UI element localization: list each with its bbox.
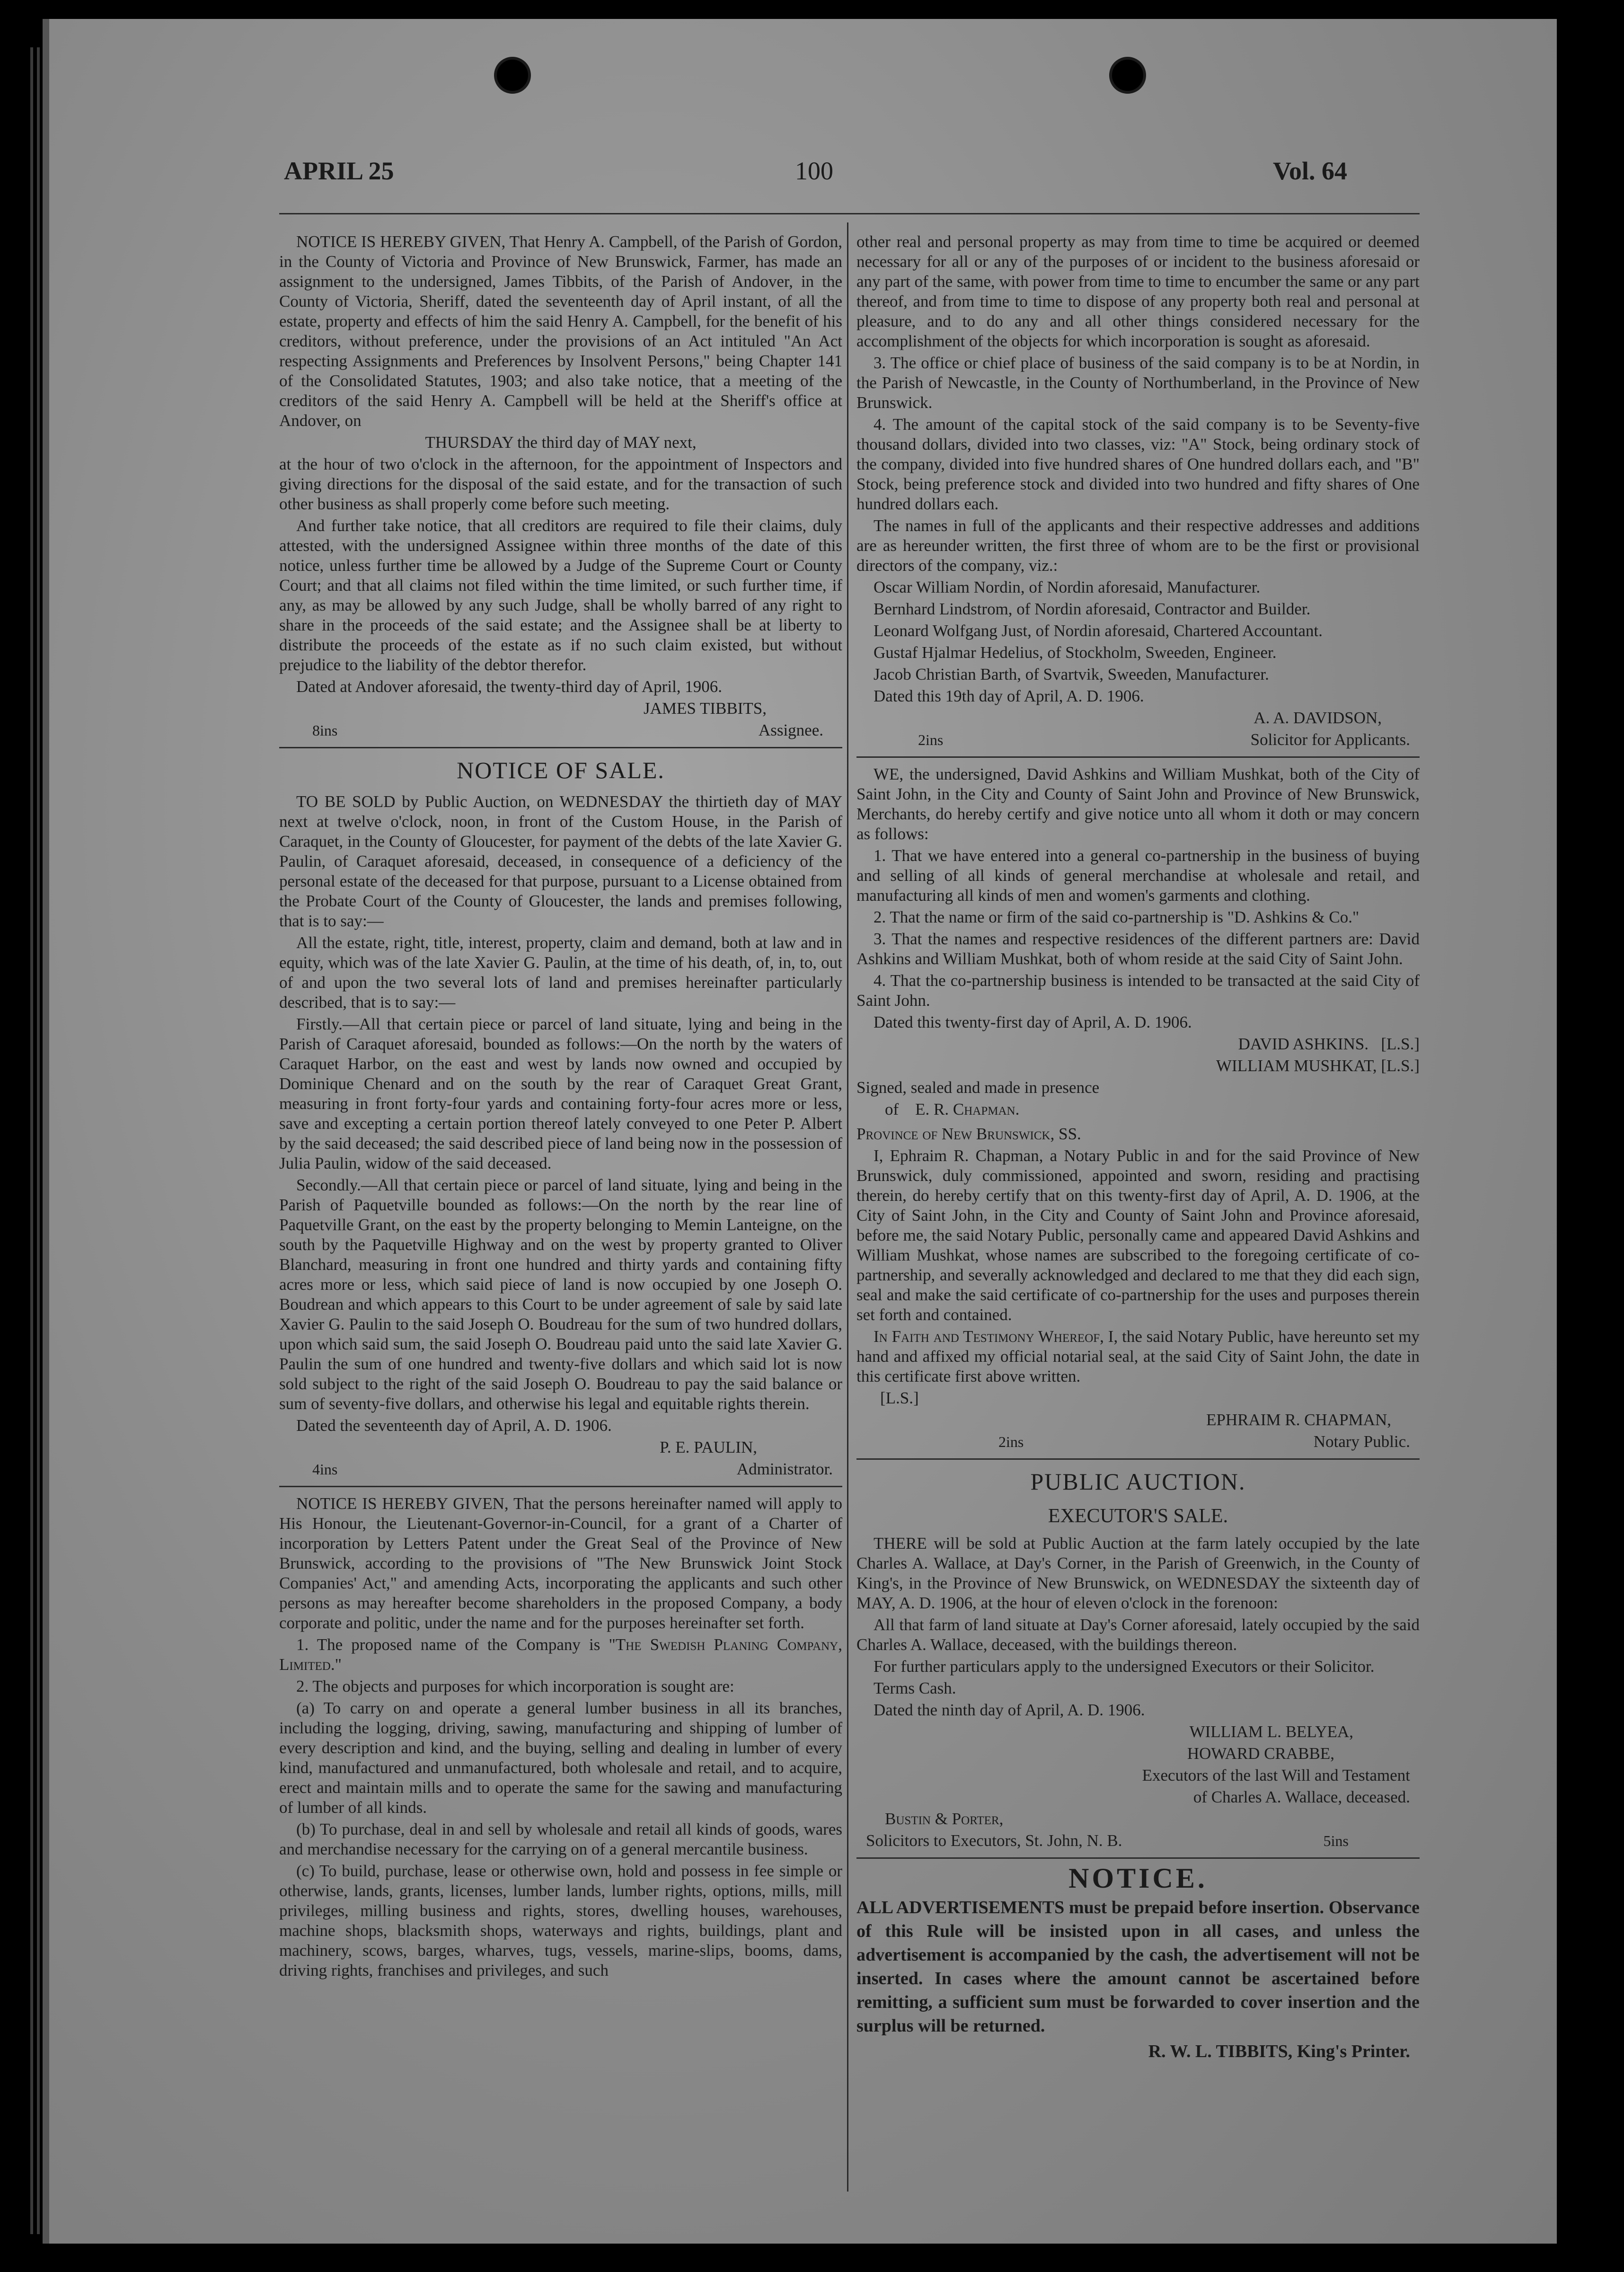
executor-line-3: Executors of the last Will and Testament <box>1142 1766 1410 1784</box>
swedish-item-1-suffix: " <box>335 1655 342 1674</box>
binding-hole <box>494 57 531 94</box>
sale-insertions: 4ins <box>312 1461 338 1478</box>
campbell-meeting-date: THURSDAY the third day of MAY next, <box>425 433 697 452</box>
section-rule <box>856 756 1420 758</box>
applicant-2: Bernhard Lindstrom, of Nordin aforesaid, Contractor and Builder. <box>874 600 1311 618</box>
ashkins-witness-prefix: of <box>885 1100 899 1118</box>
ashkins-paragraph-1: WE, the undersigned, David Ashkins and William Mushkat, both of the City of Saint John, in the City and County of Saint John and Province of New Brunswick, Merchants, do hereby certify and give notice unto all whom it doth or may concern as follows: <box>856 765 1420 843</box>
executor-line-4: of Charles A. Wallace, deceased. <box>1193 1788 1410 1806</box>
right-column <box>856 232 1420 2065</box>
prepaid-notice <box>856 1863 1420 2063</box>
swedish-signer: A. A. DAVIDSON, <box>1253 709 1382 727</box>
ashkins-witness-line-1: Signed, sealed and made in presence <box>856 1078 1100 1097</box>
notary-signer: EPHRAIM R. CHAPMAN, <box>1206 1411 1391 1429</box>
public-auction-title: PUBLIC AUCTION. <box>1030 1468 1246 1495</box>
ashkins-signer-2: WILLIAM MUSHKAT, <box>1216 1056 1377 1075</box>
province-line: Province of New Brunswick, SS. <box>856 1125 1081 1143</box>
applicant-5: Jacob Christian Barth, of Svartvik, Sweeden, Manufacturer. <box>874 665 1269 683</box>
swedish-item-1 <box>279 1635 842 1675</box>
swedish-item-3: 3. The office or chief place of business of the said company is to be at Nordin, in the Parish of Newcastle, in the County of Northumberland, in the Province of New Brunswick. <box>856 354 1420 412</box>
public-auction <box>856 1466 1420 1851</box>
notice-title: NOTICE. <box>1068 1863 1208 1894</box>
swedish-insertions: 2ins <box>918 731 944 748</box>
ashkins-item-1: 1. That we have entered into a general co-partnership in the business of buying and selling of all kinds of general merchandise at wholesale and retail, and manufacturing all kinds of men and women's garments and clothing. <box>856 846 1420 905</box>
ashkins-witness-name: E. R. Chapman. <box>915 1100 1020 1118</box>
solicitor-firm: Bustin & Porter, <box>885 1810 1004 1828</box>
ashkins-item-4: 4. That the co-partnership business is intended to be transacted at the said City of Saint John. <box>856 971 1420 1010</box>
applicant-4: Gustaf Hjalmar Hedelius, of Stockholm, Sweeden, Engineer. <box>874 643 1277 662</box>
notice-ashkins-partnership <box>856 764 1420 1452</box>
auction-paragraph-1: THERE will be sold at Public Auction at the farm lately occupied by the late Charles A. Wallace, at Day's Corner, in the Parish of Greenwich, in the County of King's, in the Province of New Brunswick, on WEDNESDAY the sixteenth day of MAY, A. D. 1906, at the hour of eleven o'clock in the forenoon: <box>856 1534 1420 1612</box>
notary-title: Notary Public. <box>1313 1432 1410 1451</box>
binding-hole <box>1109 57 1146 94</box>
swedish-dated: Dated this 19th day of April, A. D. 1906. <box>874 687 1144 705</box>
swedish-object-b: (b) To purchase, deal in and sell by wholesale and retail all kinds of goods, wares and merchandise necessary for the carrying on of a general mercantile business. <box>279 1820 842 1858</box>
auction-paragraph-2: All that farm of land situate at Day's Corner aforesaid, lately occupied by the said Charles A. Wallace, deceased, with the buildings thereon. <box>856 1615 1420 1654</box>
applicant-1: Oscar William Nordin, of Nordin aforesaid, Manufacturer. <box>874 578 1261 596</box>
auction-dated: Dated the ninth day of April, A. D. 1906. <box>874 1701 1145 1719</box>
campbell-paragraph-3: And further take notice, that all creditors are required to file their claims, duly attested, with the undersigned Assignee within three months of the date of this notice, unless further time be allowed by a Judge of the Supreme Court or County Court; and that all claims not filed within the time limited, or such further time, if any, as may be allowed by any such Judge, shall be wholly barred of any right to share in the proceeds of the said estate; and the Assignee shall be at liberty to distribute the proceeds of the estate as if no such claim existed, but without prejudice to the liability of the debtor therefor. <box>279 516 842 674</box>
ashkins-signature-2 <box>856 1056 1420 1076</box>
section-rule <box>279 1486 842 1487</box>
notary-seal: [L.S.] <box>880 1389 919 1407</box>
notice-of-sale <box>279 755 842 1479</box>
ashkins-item-3: 3. That the names and respective residences of the different partners are: David Ashkins and William Mushkat, both of whom reside at the said City of Saint John. <box>856 930 1420 968</box>
auction-paragraph-3: For further particulars apply to the undersigned Executors or their Solicitor. <box>874 1657 1375 1676</box>
section-rule <box>279 747 842 748</box>
applicant-3: Leonard Wolfgang Just, of Nordin aforesaid, Chartered Accountant. <box>874 621 1323 640</box>
executor-2: HOWARD CRABBE, <box>1187 1744 1334 1763</box>
header-rule <box>279 213 1420 214</box>
auction-insertions: 5ins <box>1323 1832 1349 1849</box>
section-rule <box>856 1857 1420 1859</box>
ashkins-item-2: 2. That the name or firm of the said co-partnership is "D. Ashkins & Co." <box>874 908 1359 926</box>
header-volume: Vol. 64 <box>1273 157 1348 185</box>
notice-swedish-planing <box>279 1494 842 1980</box>
notary-paragraph: I, Ephraim R. Chapman, a Notary Public in and for the said Province of New Brunswick, duly commissioned, appointed and sworn, residing and practising therein, do hereby certify that on this twenty-first day of April, A. D. 1906, at the City of Saint John, in the City and County of Saint John and Province aforesaid, before me, the said Notary Public, personally came and appeared David Ashkins and William Mushkat, whose names are subscribed to the foregoing certificate of co-partnership, and severally acknowledged and declared to me that they did each sign, seal and make the said certificate of co-partnership for the uses and purposes therein set forth and contained. <box>856 1146 1420 1324</box>
notice-body: ALL ADVERTISEMENTS must be prepaid before insertion. Observance of this Rule will be insisted upon in all cases, and unless the advertisement is accompanied by the cash, the advertisement will not be inserted. In cases where the amount cannot be ascertained before remitting, a sufficient sum must be forwarded to cover insertion and the surplus will be returned. <box>856 1898 1420 2036</box>
campbell-paragraph-2: at the hour of two o'clock in the afternoon, for the appointment of Inspectors and giving directions for the disposal of the said estate, and for the transaction of such other business as shall properly come before such meeting. <box>279 455 842 513</box>
ashkins-seal-1: [L.S.] <box>1381 1035 1420 1053</box>
swedish-paragraph-1: NOTICE IS HEREBY GIVEN, That the persons hereinafter named will apply to His Honour, the Lieutenant-Governor-in-Council, for a grant of a Charter of incorporation by Letters Patent under the Great Seal of the Province of New Brunswick, according to the provisions of "The New Brunswick Joint Stock Companies' Act," and amending Acts, incorporating the applicants and such other persons as may hereafter become shareholders in the proposed Company, a body corporate and politic, under the name and for the purposes hereinafter set forth. <box>279 1494 842 1632</box>
sale-paragraph-firstly: Firstly.—All that certain piece or parcel of land situate, lying and being in the Parish of Caraquet aforesaid, bounded as follows:—On the north by the waters of Caraquet Harbor, on the east and west by lands now owned and occupied by Dominique Chenard and on the south by the rear of Caraquet Great Grant, measuring in front forty-four yards and containing forty-four acres more or less, save and excepting a certain portion thereof lately conveyed to one Peter P. Albert by the said deceased; the said described piece of land being now in the possession of Julia Paulin, widow of the said deceased. <box>279 1015 842 1172</box>
campbell-insertions: 8ins <box>312 722 338 739</box>
notice-campbell-assignment <box>279 232 842 740</box>
swedish-item-2: 2. The objects and purposes for which incorporation is sought are: <box>296 1677 734 1695</box>
notice-swedish-continued <box>856 232 1420 750</box>
executors-sale-subtitle: EXECUTOR'S SALE. <box>1048 1505 1228 1527</box>
sale-signer-title: Administrator. <box>736 1460 833 1478</box>
ashkins-seal-2: [L.S.] <box>1381 1056 1420 1075</box>
section-rule <box>856 1458 1420 1460</box>
swedish-item-4: 4. The amount of the capital stock of the said company is to be Seventy-five thousand dollars, divided into two classes, viz: "A" Stock, being ordinary stock of the company, divided into five hundred shares of One hundred dollars each, and "B" Stock, being preference stock and divided into two hundred and fifty shares of One hundred dollars each. <box>856 415 1420 513</box>
swedish-names-intro: The names in full of the applicants and their respective addresses and additions are as hereunder written, the first three of whom are to be the first or provisional directors of the company, viz.: <box>856 516 1420 575</box>
left-column <box>279 232 842 1982</box>
swedish-item-1-prefix: 1. The proposed name of the Company is " <box>296 1635 616 1654</box>
testimony-paragraph <box>856 1327 1420 1386</box>
swedish-company-name: The Swedish Planing Company, Limited. <box>279 1635 842 1674</box>
auction-terms: Terms Cash. <box>874 1679 956 1697</box>
testimony-lead: In Faith and Testimony Whereof, <box>874 1327 1104 1346</box>
notice-of-sale-title: NOTICE OF SALE. <box>457 757 665 783</box>
campbell-dated: Dated at Andover aforesaid, the twenty-third day of April, 1906. <box>296 677 723 696</box>
ashkins-witness-line-2 <box>856 1100 1420 1119</box>
header-date: APRIL 25 <box>284 157 394 185</box>
page-stack-edge <box>37 47 40 2234</box>
sale-paragraph-1: TO BE SOLD by Public Auction, on WEDNESDAY the thirtieth day of MAY next at twelve o'clock, noon, in front of the Custom House, in the Parish of Caraquet, in the County of Gloucester, for payment of the debts of the late Xavier G. Paulin, of Caraquet aforesaid, deceased, in consequence of a deficiency of the personal estate of the deceased for that purpose, pursuant to a License obtained from the Probate Court of the County of Gloucester, the lands and premises following, that is to say:— <box>279 792 842 930</box>
ashkins-signature-1 <box>856 1034 1420 1054</box>
page-stack-edge <box>30 47 33 2234</box>
swedish-object-c: (c) To build, purchase, lease or otherwise own, hold and possess in fee simple or otherwise, lands, grants, licenses, lumber lands, lumber rights, options, mills, mill privileges, milling business and rights, stores, dwelling houses, warehouses, machine shops, blacksmith shops, waterways and rights, buildings, plant and machinery, scows, barges, wharves, tugs, vessels, marine-slips, booms, dams, driving rights, franchises and privileges, and such <box>279 1862 842 1979</box>
executor-1: WILLIAM L. BELYEA, <box>1189 1722 1353 1741</box>
ashkins-signer-1: DAVID ASHKINS. <box>1238 1035 1369 1053</box>
swedish-signer-title: Solicitor for Applicants. <box>1250 730 1410 749</box>
campbell-signer: JAMES TIBBITS, <box>644 699 767 718</box>
column-divider <box>847 222 848 2192</box>
notice-signer: R. W. L. TIBBITS, King's Printer. <box>1148 2041 1410 2061</box>
ashkins-dated: Dated this twenty-first day of April, A. D. 1906. <box>874 1013 1192 1031</box>
header-page-number: 100 <box>795 157 833 185</box>
swedish-continued: other real and personal property as may from time to time be acquired or deemed necessary for all or any of the purposes of or incident to the business aforesaid or any part of the same, with power from time to time to encumber the same or any part thereof, and from time to time to dispose of any property both real and personal at pleasure, and to do any and all other things considered necessary for the accomplishment of the objects for which incorporation is sought as aforesaid. <box>856 232 1420 350</box>
sale-paragraph-2: All the estate, right, title, interest, property, claim and demand, both at law and in equity, which was of the late Xavier G. Paulin, at the time of his death, of, in, to, out of and upon the two several lots of land and premises hereinafter particularly described, that is to say:— <box>279 933 842 1012</box>
sale-signer: P. E. PAULIN, <box>660 1438 757 1456</box>
solicitor-line: Solicitors to Executors, St. John, N. B. <box>866 1831 1122 1850</box>
ashkins-insertions: 2ins <box>998 1433 1024 1450</box>
campbell-paragraph-1: NOTICE IS HEREBY GIVEN, That Henry A. Campbell, of the Parish of Gordon, in the County of Victoria and Province of New Brunswick, Farmer, has made an assignment to the undersigned, James Tibbits, of the Parish of Andover, in the County of Victoria, Sheriff, dated the seventeenth day of April instant, of all the estate, property and effects of him the said Henry A. Campbell, for the benefit of his creditors, without preference, under the provisions of an Act intituled "An Act respecting Assignments and Preferences by Insolvent Persons," being Chapter 141 of the Consolidated Statutes, 1903; and also take notice, that a meeting of the creditors of the said Henry A. Campbell will be held at the Sheriff's office at Andover, on <box>279 232 842 430</box>
sale-dated: Dated the seventeenth day of April, A. D. 1906. <box>296 1416 612 1435</box>
swedish-object-a: (a) To carry on and operate a general lumber business in all its branches, including the logging, driving, sawing, manufacturing and shipping of lumber of every description and kind, and the buying, selling and dealing in lumber of every kind, manufactured and unmanufactured, both wholesale and retail, and to acquire, erect and maintain mills and to operate the same for the sawing and manufacturing of lumber of all kinds. <box>279 1699 842 1817</box>
testimony-text: I, the said Notary Public, have hereunto set my hand and affixed my official notarial seal, at the said City of Saint John, the date in this certificate first above written. <box>856 1327 1420 1385</box>
sale-paragraph-secondly: Secondly.—All that certain piece or parcel of land situate, lying and being in the Parish of Paquetville bounded as follows:—On the north by the rear line of Paquetville Grant, on the east by the property belonging to Memin Lanteigne, on the south by the Paquetville Highway and on the west by property granted to Oliver Blanchard, measuring in front one hundred and thirty yards and containing fifty acres more or less, which said piece of land is now occupied by one Joseph O. Boudrean and which appears to this Court to be under agreement of sale by said late Xavier G. Paulin to the said Joseph O. Boudreau for the sum of two hundred dollars, upon which said sum, the said Joseph O. Boudreau paid unto the said late Xavier G. Paulin the sum of one hundred and twenty-five dollars and which said lot is now sold subject to the right of the said Joseph O. Boudreau to pay the said balance or sum of seventy-five dollars, and otherwise his legal and equitable rights therein. <box>279 1176 842 1413</box>
campbell-signer-title: Assignee. <box>758 721 823 739</box>
